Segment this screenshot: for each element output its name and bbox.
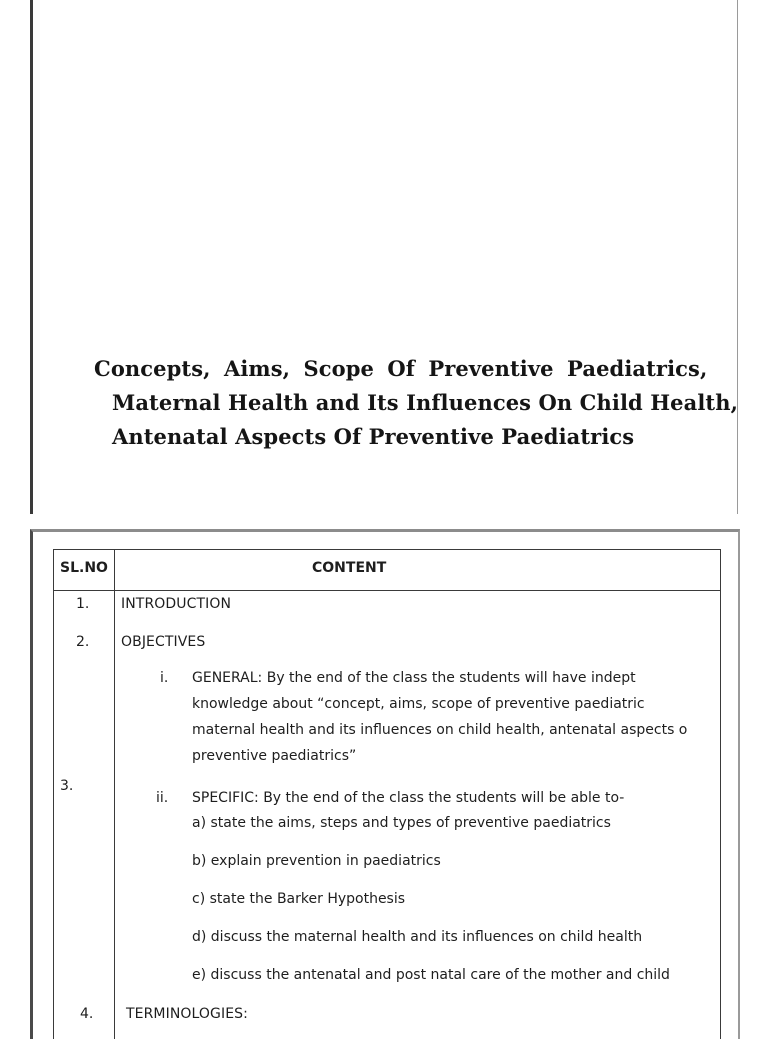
specific-item-c: c) state the Barker Hypothesis — [192, 891, 406, 907]
specific-item-e: e) discuss the antenatal and post natal care of the mother and child — [192, 967, 670, 983]
title-line-1: Concepts, Aims, Scope Of Preventive Paediatrics, — [94, 356, 708, 381]
row-2-text: OBJECTIVES — [121, 634, 206, 650]
row-4-sl: 4. — [80, 1006, 94, 1022]
page-gap — [0, 514, 768, 530]
row-4-text: TERMINOLOGIES: — [126, 1006, 248, 1022]
document-title — [94, 352, 738, 454]
general-numeral: i. — [160, 670, 169, 686]
table-header-row — [54, 550, 720, 591]
specific-heading: SPECIFIC: By the end of the class the students will be able to- — [192, 790, 625, 806]
content-table — [53, 549, 721, 1039]
general-line-2: knowledge about “concept, aims, scope of preventive paediatric — [192, 696, 645, 712]
content-page — [30, 529, 740, 1039]
row-2-sl: 2. — [76, 634, 90, 650]
row-3-sl: 3. — [60, 778, 74, 794]
header-content: CONTENT — [312, 560, 387, 576]
header-sl-no: SL.NO — [60, 560, 108, 576]
specific-item-d: d) discuss the maternal health and its influences on child health — [192, 929, 643, 945]
specific-numeral: ii. — [156, 790, 169, 806]
general-line-4: preventive paediatrics” — [192, 748, 357, 764]
general-line-3: maternal health and its influences on child health, antenatal aspects o — [192, 722, 688, 738]
general-line-1: GENERAL: By the end of the class the students will have indept — [192, 670, 636, 686]
column-divider — [114, 550, 115, 1039]
specific-item-a: a) state the aims, steps and types of preventive paediatrics — [192, 815, 611, 831]
specific-item-b: b) explain prevention in paediatrics — [192, 853, 441, 869]
row-1-text: INTRODUCTION — [121, 596, 232, 612]
title-line-2: Maternal Health and Its Influences On Child Health, — [112, 390, 738, 415]
row-1-sl: 1. — [76, 596, 90, 612]
title-line-3: Antenatal Aspects Of Preventive Paediatrics — [112, 424, 635, 449]
